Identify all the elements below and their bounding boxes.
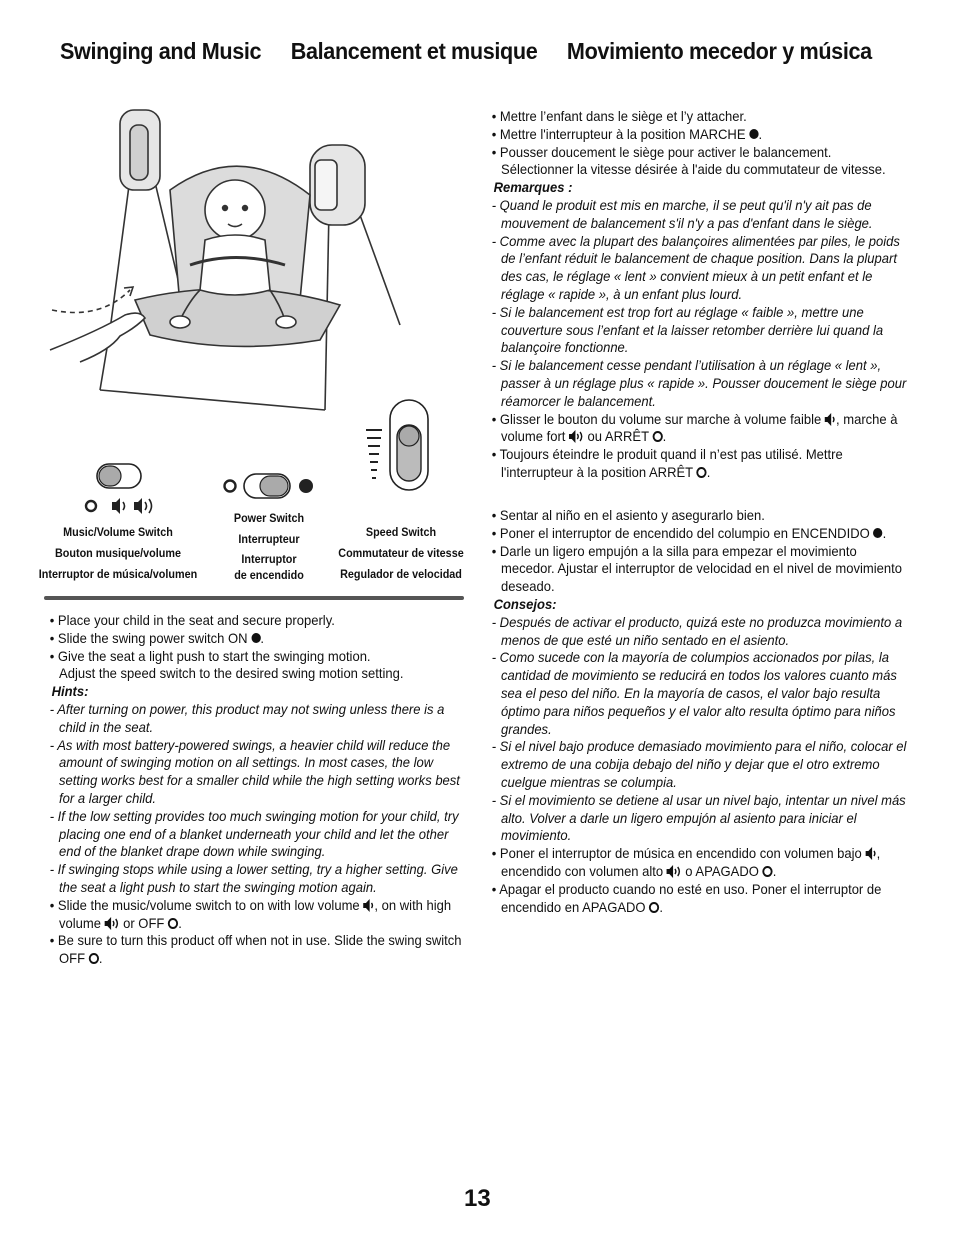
high-volume-icon xyxy=(569,430,584,443)
spanish-instructions: • Sentar al niño en el asiento y asegurarlo bien. • Poner el interruptor de encendido del columpio en ENCENDIDO . • Darle un ligero empujón a la silla para empezar el movimiento mecedor. Ajustar el interruptor de velocidad en el nivel de movimiento deseado. Consejos: - Después de activar el producto, quizá este no produzca movimiento a menos de que esté un niño sentado en el asiento. - Como sucede con la mayoría de columpios accionados por pilas, la cantidad de movimiento se reducirá en todos los valores cuanto más sea el peso del niño. En la mayoría de casos, el valor bajo resulta óptimo para niños pequeños y el valor alto resulta óptimo para niños grandes. - Si el nivel bajo produce demasiado movimiento para el niño, colocar el extremo de una cobija debajo del niño y dejar que el otro extremo cuelgue mientras se columpia. - Si el movimiento se detiene al usar un nivel bajo, intentar un nivel más alto. Volver a darle un ligero empujón al asiento para iniciar el movimiento. • Poner el interruptor de música en encendido con volumen bajo , encendido con volumen alto o APAGADO . • Apagar el producto cuando no esté en uso. Poner el interruptor de encendido en APAGADO . xyxy=(491,507,907,915)
low-volume-icon xyxy=(825,413,836,426)
title-spanish: Movimiento mecedor y música xyxy=(566,38,872,64)
off-symbol-icon xyxy=(649,902,659,913)
english-instructions: • Place your child in the seat and secure properly. • Slide the swing power switch ON . • Give the seat a light push to start the swinging motion. Adjust the speed switch to the desired swing motion setting. Hints: - After turning on power, this product may not swing unless there is a child in the seat. - As with most battery-powered swings, a heavier child will reduce the amount of swinging motion on all settings. In most cases, the low setting works best for a smaller child while the high setting works best for a larger child. - If the low setting provides too much swinging motion for your child, try placing one end of a blanket underneath your child and let the other end of the blanket drape down while swinging. - If swinging stops while using a lower setting, try a higher setting. Give the seat a light push to start the swinging motion again. • Slide the music/volume switch to on with low volume , on with high volume or OFF . • Be sure to turn this product off when not in use. Slide the swing switch OFF . xyxy=(49,612,462,967)
power-switch-graphic xyxy=(222,470,316,502)
off-symbol-icon xyxy=(168,918,178,929)
page-title xyxy=(60,38,872,65)
off-symbol-icon xyxy=(652,431,662,442)
on-symbol-icon xyxy=(251,633,260,643)
off-symbol-icon xyxy=(762,866,772,877)
high-volume-icon xyxy=(667,865,682,878)
title-english: Swinging and Music xyxy=(60,38,262,64)
on-symbol-icon xyxy=(749,129,758,139)
power-switch-label: Power Switch Interrupteur Interruptor de encendido xyxy=(233,511,305,582)
off-symbol-icon xyxy=(89,953,99,964)
speed-switch-graphic xyxy=(366,400,428,490)
on-symbol-icon xyxy=(873,528,882,538)
french-instructions: • Mettre l’enfant dans le siège et l’y attacher. • Mettre l'interrupteur à la position MARCHE . • Pousser doucement le siège pour activer le balancement. Sélectionner la vitesse désirée à l'aide du commutateur de vitesse. Remarques : - Quand le produit est mis en marche, il se peut qu'il n'y ait pas de mouvement de balancement s'il n'y a pas d'enfant dans le siège. - Comme avec la plupart des balançoires alimentées par piles, le poids de l’enfant réduit le balancement de chaque position. Dans la plupart des cas, le réglage « lent » convient mieux à un petit enfant et le réglage « rapide », à un enfant plus lourd. - Si le balancement est trop fort au réglage « faible », mettre une couverture sous l’enfant et la laisser retomber derrière lui quand la balançoire fonctionne. - Si le balancement cesse pendant l’utilisation à un réglage « lent », passer à un réglage plus « rapide ». Pousser doucement le siège pour réamorcer le balancement. • Glisser le bouton du volume sur marche à volume faible , marche à volume fort ou ARRÊT . • Toujours éteindre le produit quand il n’est pas utilisé. Mettre l'interrupteur à la position ARRÊT . xyxy=(491,108,907,480)
title-french: Balancement et musique xyxy=(290,38,538,64)
music-switch-graphic xyxy=(84,462,164,518)
low-volume-icon xyxy=(865,847,876,860)
baby-swing-illustration xyxy=(40,100,470,520)
speed-switch-label: Speed Switch Commutateur de vitesse Regulador de velocidad xyxy=(338,525,464,581)
off-symbol-icon xyxy=(696,467,706,478)
music-switch-label: Music/Volume Switch Bouton musique/volume Interruptor de música/volumen xyxy=(38,525,198,581)
high-volume-icon xyxy=(105,917,120,930)
low-volume-icon xyxy=(363,899,374,912)
section-divider xyxy=(44,596,464,600)
page-number: 13 xyxy=(464,1185,491,1212)
